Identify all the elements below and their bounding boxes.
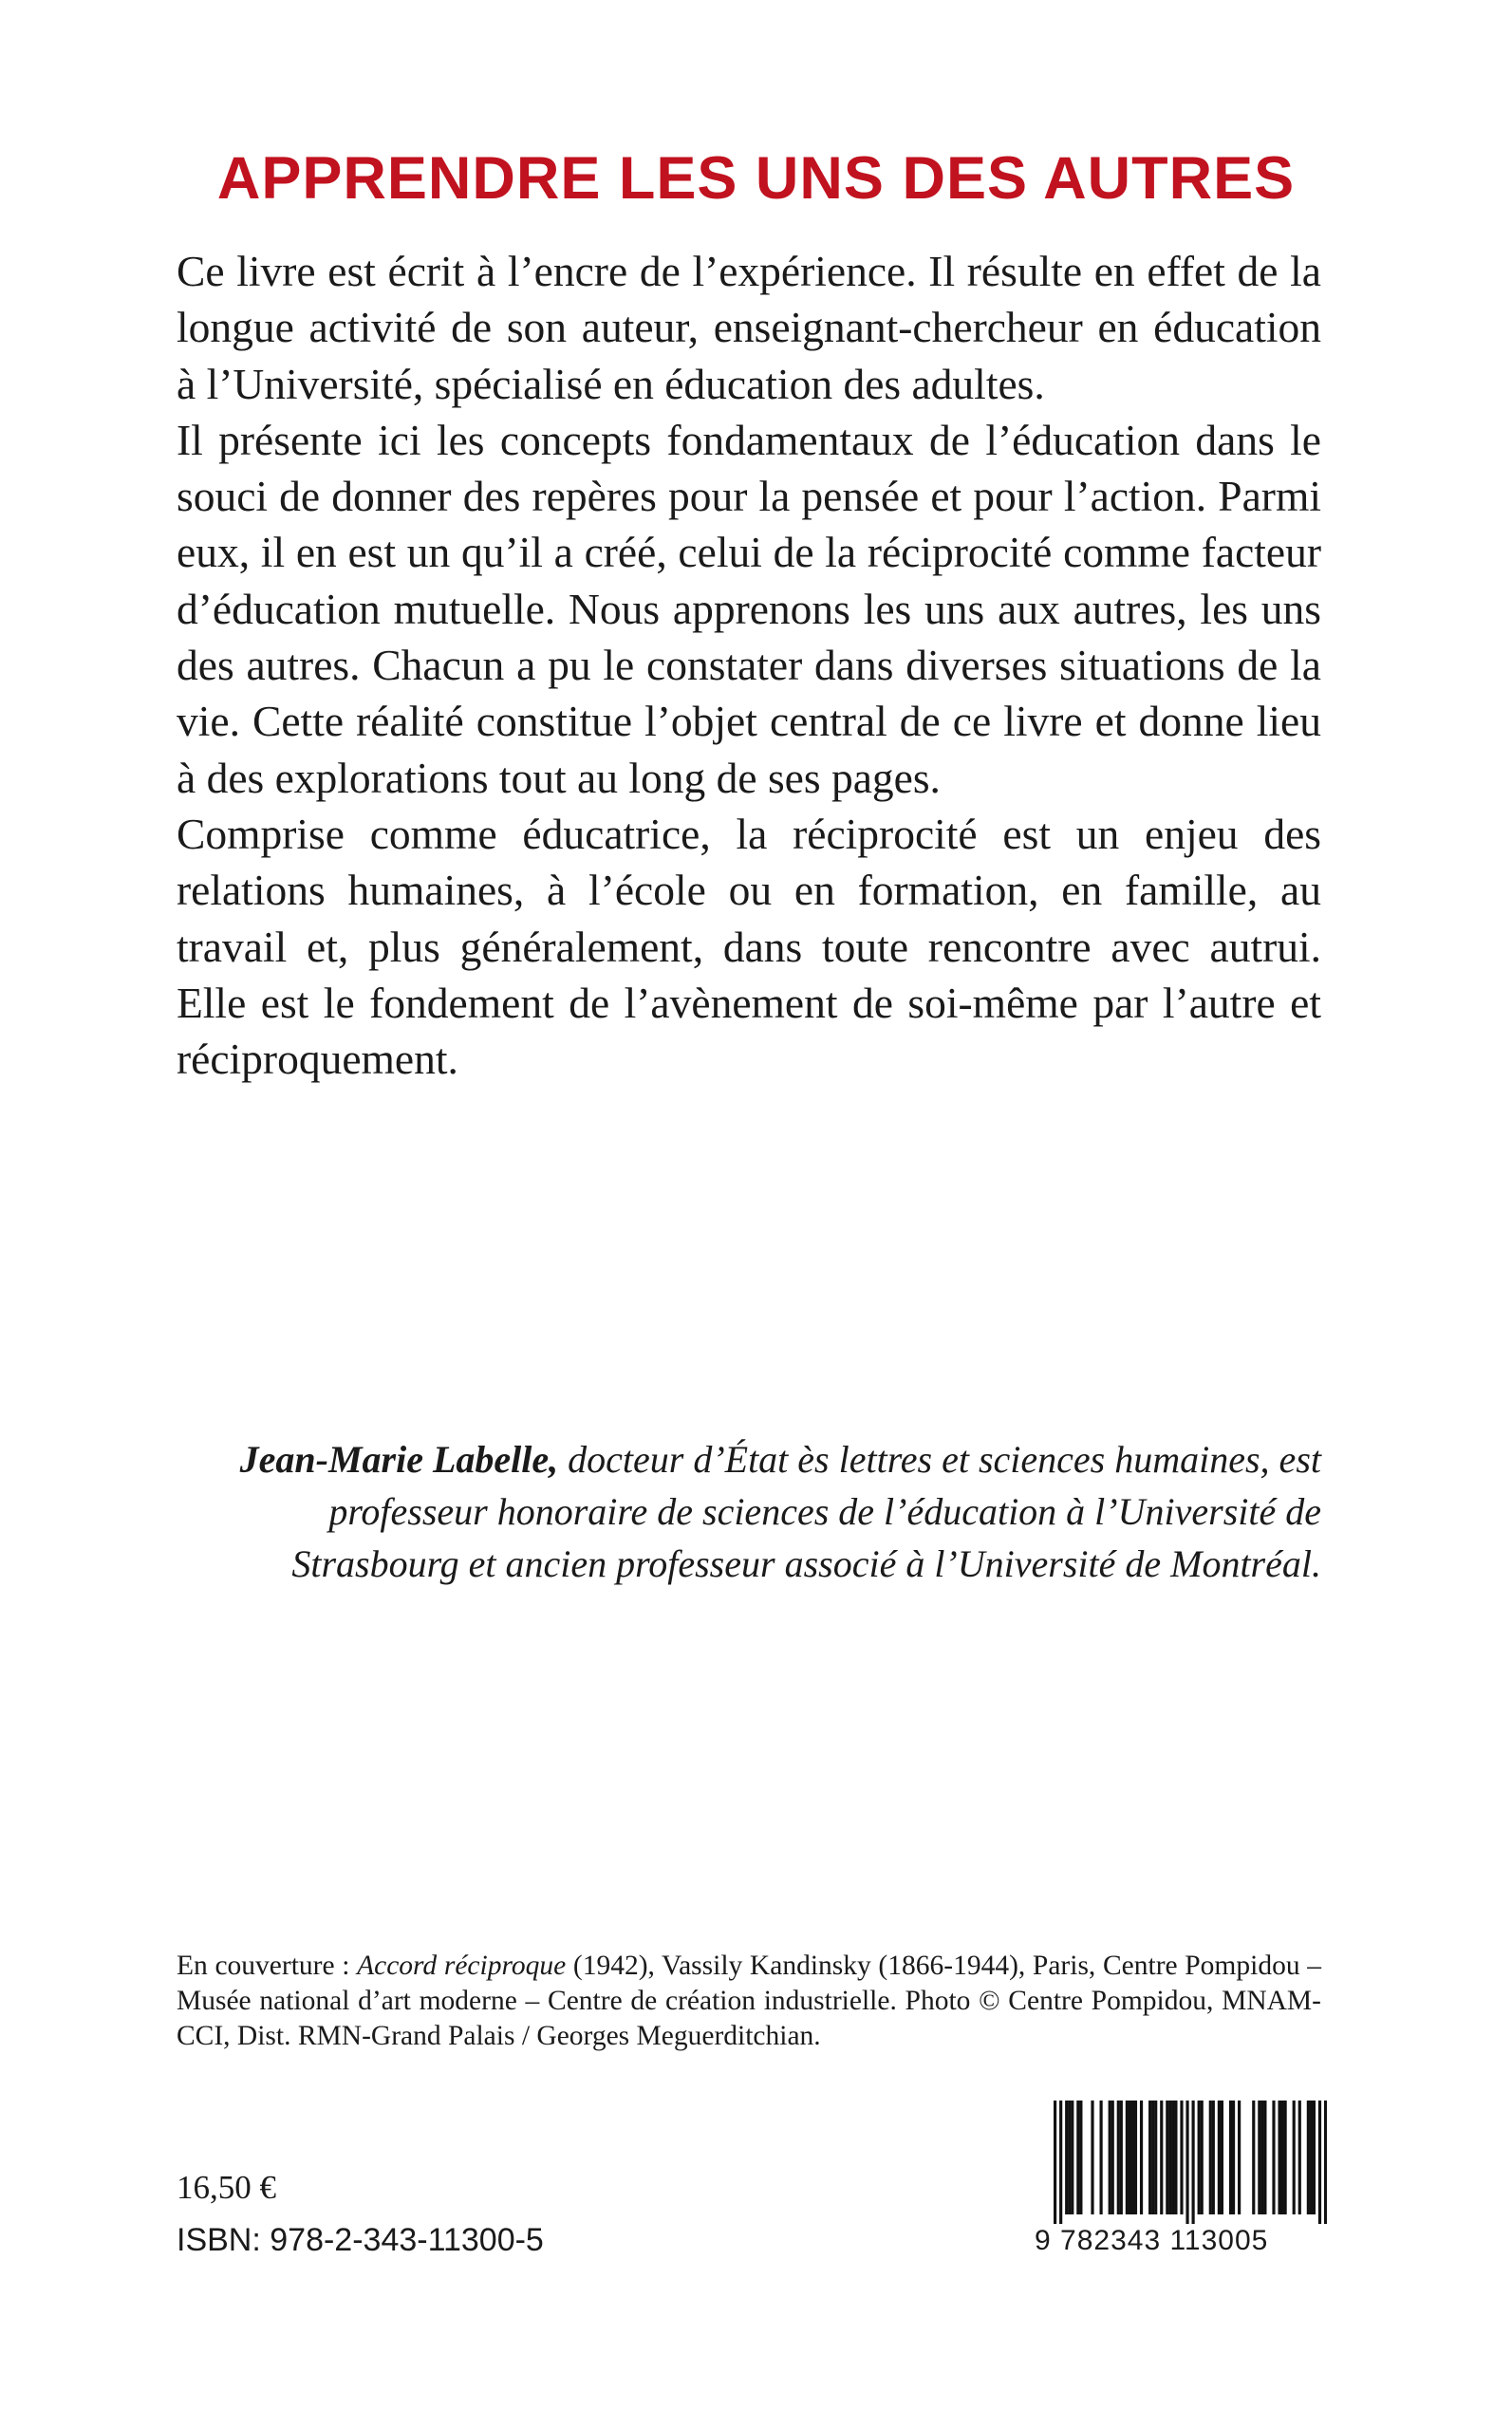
barcode-bar <box>1260 2101 1263 2214</box>
barcode-bar <box>1071 2101 1073 2214</box>
barcode-bar <box>1120 2101 1123 2214</box>
barcode-bar <box>1160 2101 1163 2214</box>
barcode-bar <box>1192 2101 1195 2224</box>
barcode-bar <box>1126 2101 1129 2214</box>
barcode-bar <box>1076 2101 1079 2214</box>
barcode-bar <box>1238 2101 1241 2214</box>
credits-prefix: En couverture : <box>177 1951 358 1981</box>
barcode-bar <box>1134 2101 1137 2214</box>
barcode-bar <box>1209 2101 1212 2214</box>
barcode-bars <box>1054 2101 1327 2224</box>
barcode-bar <box>1212 2101 1215 2214</box>
barcode-bar <box>1185 2101 1188 2224</box>
barcode-bar <box>1180 2101 1183 2214</box>
barcode-bar <box>1117 2101 1120 2214</box>
blurb-paragraph-3: Comprise comme éducatrice, la réciprocité est un enjeu des relations humaines, à l’école ou en formation, en famille, au travail et, plus généralement, dans toute rencontre avec autrui. Elle est le fondement de l’avènement de soi-même par l’autre et réciproquement. <box>177 809 1321 1084</box>
back-cover-blurb <box>177 243 1321 1087</box>
barcode-bar <box>1293 2101 1296 2214</box>
barcode-bar <box>1154 2101 1157 2214</box>
barcode-bar <box>1131 2101 1134 2214</box>
author-bio <box>177 1433 1321 1590</box>
isbn: ISBN: 978-2-343-11300-5 <box>177 2222 544 2258</box>
barcode-bar <box>1307 2101 1310 2214</box>
author-description: docteur d’État ès lettres et sciences humaines, est professeur honoraire de sciences de l’éducation à l’Université de Strasbourg et ancien professeur associé à l’Université de Montréal. <box>291 1438 1321 1585</box>
cover-credits <box>177 1949 1321 2054</box>
barcode-bar <box>1054 2101 1056 2224</box>
barcode-bar <box>1310 2101 1313 2214</box>
barcode-bar <box>1166 2101 1168 2214</box>
barcode-bar <box>1229 2101 1232 2214</box>
blurb-paragraph-2: Il présente ici les concepts fondamentaux de l’éducation dans le souci de donner des repères pour la pensée et pour l’action. Parmi eux, il en est un qu’il a créé, celui de la réciprocité comme facteur d’éducation mutuelle. Nous apprenons les uns aux autres, les uns des autres. Chacun a pu le constater dans diverses situations de la vie. Cette réalité constitue l’objet central de ce livre et donne lieu à des explorations tout au long de ses pages. <box>177 415 1321 802</box>
barcode-bar <box>1263 2101 1266 2214</box>
barcode-bar <box>1284 2101 1287 2214</box>
barcode-bar <box>1201 2101 1204 2214</box>
barcode-digits: 9 782343 113005 <box>1035 2225 1269 2256</box>
barcode-bar <box>1171 2101 1174 2214</box>
barcode-bar <box>1174 2101 1177 2214</box>
barcode-bar <box>1218 2101 1221 2214</box>
barcode-bar <box>1059 2101 1062 2224</box>
barcode-bar <box>1148 2101 1151 2214</box>
barcode-bar <box>1232 2101 1235 2214</box>
barcode-bar <box>1221 2101 1223 2214</box>
author-name: Jean-Marie Labelle, <box>239 1438 559 1481</box>
credits-details: (1942), Vassily Kandinsky (1866-1944), Paris, Centre Pompidou – Musée national d’art moderne – Centre de création industrielle. Photo © Centre Pompidou, MNAM-CCI, Dist. RMN-Grand Palais / Georges Meguerditchian. <box>177 1951 1321 2051</box>
barcode-bar <box>1065 2101 1068 2214</box>
barcode-bar <box>1318 2101 1321 2224</box>
barcode-bar <box>1280 2101 1283 2214</box>
barcode-bar <box>1298 2101 1301 2214</box>
barcode-bar <box>1313 2101 1316 2214</box>
barcode-bar <box>1109 2101 1111 2214</box>
artwork-title: Accord réciproque <box>357 1951 567 1981</box>
barcode-bar <box>1252 2101 1255 2214</box>
barcode-bar <box>1140 2101 1143 2214</box>
barcode-bar <box>1151 2101 1154 2214</box>
barcode-bar <box>1258 2101 1260 2214</box>
barcode-bar <box>1091 2101 1093 2214</box>
barcode-bar <box>1100 2101 1103 2214</box>
blurb-paragraph-1: Ce livre est écrit à l’encre de l’expérience. Il résulte en effet de la longue activité de son auteur, enseignant-chercheur en éducation à l’Université, spécialisé en éducation des adultes. <box>177 247 1321 408</box>
price: 16,50 € <box>177 2169 276 2206</box>
book-title: APPRENDRE LES UNS DES AUTRES <box>216 145 1296 212</box>
barcode-bar <box>1168 2101 1171 2214</box>
barcode-bar <box>1272 2101 1275 2214</box>
barcode-bar <box>1079 2101 1082 2214</box>
barcode-bar <box>1324 2101 1327 2224</box>
barcode-bar <box>1129 2101 1131 2214</box>
barcode-bar <box>1198 2101 1201 2214</box>
barcode-bar <box>1111 2101 1114 2214</box>
barcode-bar <box>1278 2101 1280 2214</box>
barcode-bar <box>1068 2101 1071 2214</box>
